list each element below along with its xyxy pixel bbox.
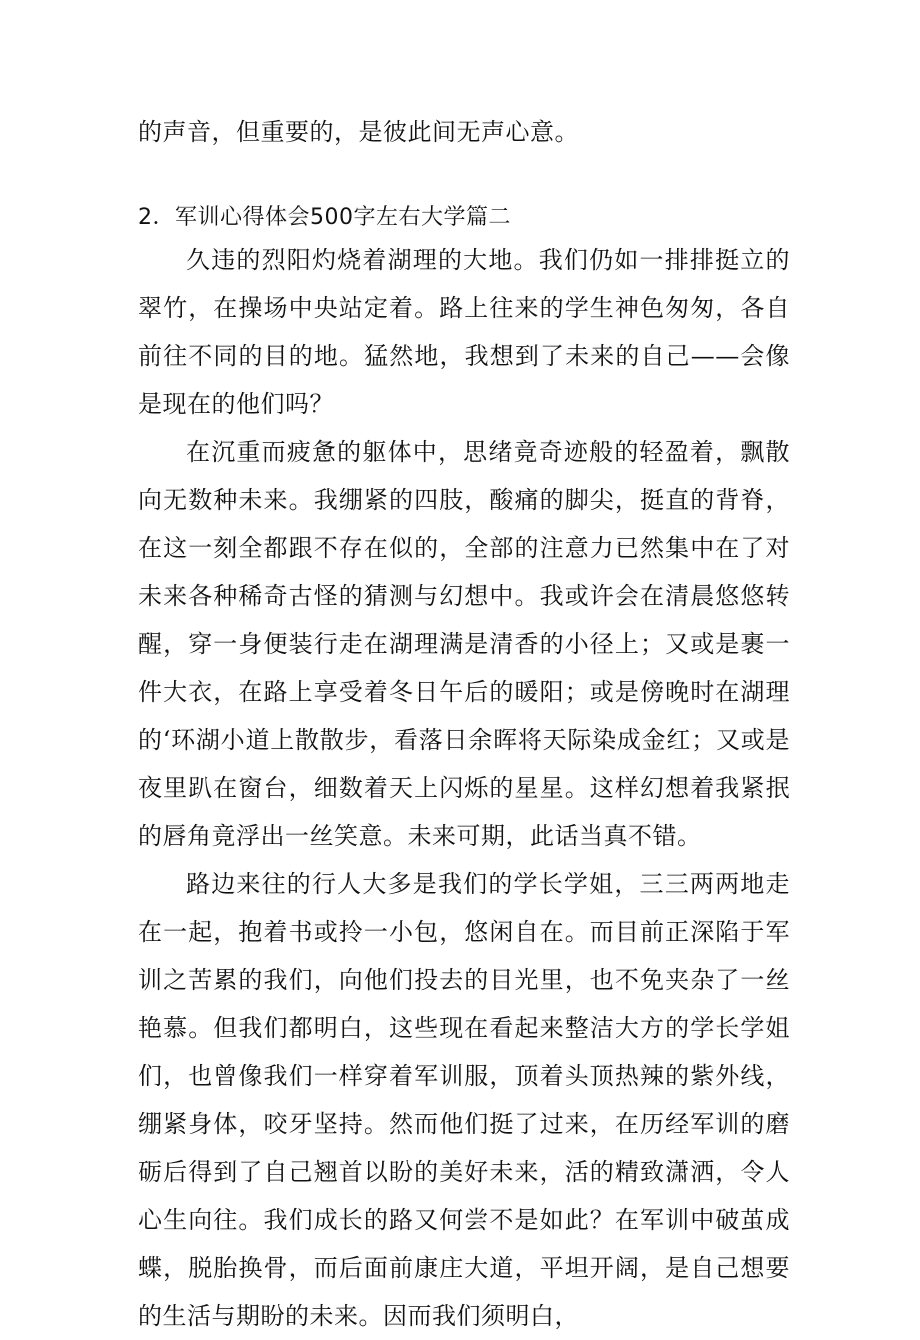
section-heading: 2．军训心得体会500字左右大学篇二 [138,205,511,230]
paragraph-2: 在沉重而疲惫的躯体中，思绪竟奇迹般的轻盈着，飘散向无数种未来。我绷紧的四肢，酸痛的脚尖，挺直的背脊，在这一刻全都跟不存在似的，全部的注意力已然集中在了对未来各种稀奇古怪的猜测与幻想中。我或许会在清晨悠悠转醒，穿一身便装行走在湖理满是清香的小径上；又或是裹一件大衣，在路上享受着冬日午后的暖阳；或是傍晚时在湖理的‘环湖小道上散散步，看落日余晖将天际染成金红；又或是夜里趴在窗台，细数着天上闪烁的星星。这样幻想着我紧抿的唇角竟浮出一丝笑意。未来可期，此话当真不错。 [138,438,790,850]
continuation-line: 的声音，但重要的，是彼此间无声心意。 [138,118,579,146]
paragraph-3: 路边来往的行人大多是我们的学长学姐，三三两两地走在一起，抱着书或拎一小包，悠闲自在。而目前正深陷于军训之苦累的我们，向他们投去的目光里，也不免夹杂了一丝艳慕。但我们都明白，这些现在看起来整洁大方的学长学姐们，也曾像我们一样穿着军训服，顶着头顶热辣的紫外线，绷紧身体，咬牙坚持。然而他们挺了过来，在历经军训的磨砺后得到了自己翘首以盼的美好未来，活的精致潇洒，令人心生向往。我们成长的路又何尝不是如此？在军训中破茧成蝶，脱胎换骨，而后面前康庄大道，平坦开阔，是自己想要的生活与期盼的未来。因而我们须明白， [138,870,790,1330]
paragraph-1: 久违的烈阳灼烧着湖理的大地。我们仍如一排排挺立的翠竹，在操场中央站定着。路上往来的学生神色匆匆，各自前往不同的目的地。猛然地，我想到了未来的自己——会像是现在的他们吗？ [138,246,790,418]
body-text [138,236,790,1340]
